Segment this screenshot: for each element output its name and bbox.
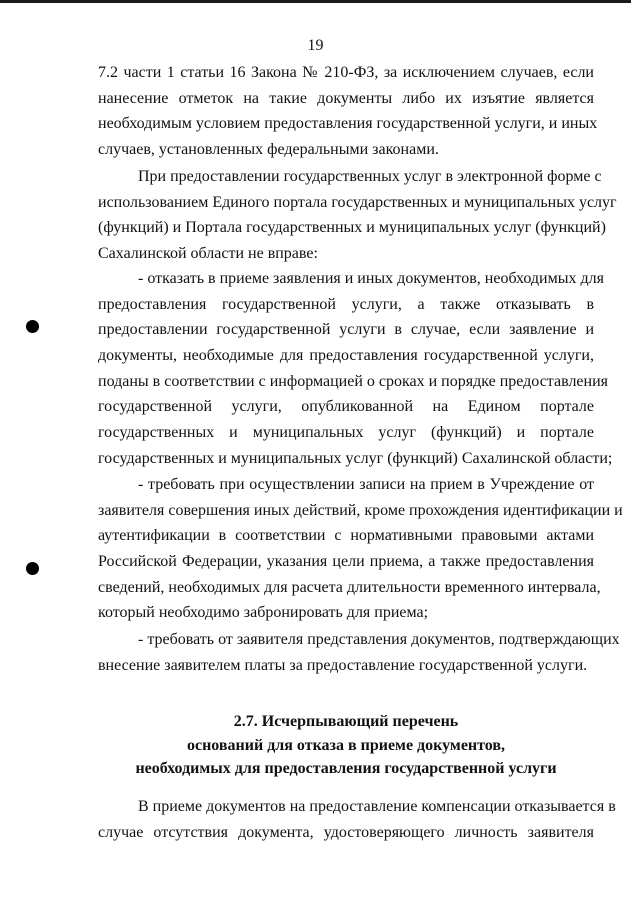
text-line: аутентификации в соответствии с нормативными правовыми актами [98,527,594,545]
text-line: предоставления государственной услуги, а также отказывать в [98,295,594,313]
paragraph [98,60,598,163]
text-line: 7.2 части 1 статьи 16 Закона № 210-ФЗ, за исключением случаев, если [98,64,594,81]
paragraph [98,164,617,267]
text-line: Сахалинской области не вправе: [98,245,318,263]
text-line: - требовать при осуществлении записи на прием в Учреждение от [138,476,594,493]
text-line: поданы в соответствии с информацией о сроках и порядке предоставления [98,372,609,390]
scan-top-edge [0,0,631,3]
list-item-paragraph [98,472,623,626]
text-line: необходимым условием предоставления государственной услуги, и иных [98,115,598,133]
text-line: В приеме документов на предоставление компенсации отказывается в [138,798,616,815]
paragraph [98,794,616,845]
text-line: При предоставлении государственных услуг в электронной форме с [138,168,602,185]
text-line: государственных и муниципальных услуг (функций) и портале [98,424,594,442]
text-line: - требовать от заявителя представления документов, подтверждающих [138,631,620,648]
text-line: нанесение отметок на такие документы либо их изъятие является [98,89,594,107]
text-line: предоставлении государственной услуги в случае, если заявление и [98,321,594,339]
text-line: использованием Единого портала государственных и муниципальных услуг [98,193,617,211]
text-line: случае отсутствия документа, удостоверяющего личность заявителя [98,823,594,841]
text-line: (функций) и Портала государственных и муниципальных услуг (функций) [98,219,606,237]
text-line: случаев, установленных федеральными законами. [98,141,439,159]
text-line: Российской Федерации, указания цели приема, а также предоставления [98,553,594,571]
text-line: государственных и муниципальных услуг (функций) Сахалинской области; [98,449,613,467]
text-line: сведений, необходимых для расчета длительности временного интервала, [98,578,601,596]
heading-line: оснований для отказа в приеме документов, [186,736,506,754]
hole-punch-mark [26,562,39,575]
list-item-paragraph [98,627,620,678]
text-line: документы, необходимые для предоставления государственной услуги, [98,347,594,365]
page-number: 19 [307,37,324,54]
text-line: государственной услуги, опубликованной на Едином портале [98,398,594,416]
list-item-paragraph [98,266,613,472]
hole-punch-mark [26,320,39,333]
text-line: - отказать в приеме заявления и иных документов, необходимых для [138,270,604,287]
text-line: заявителя совершения иных действий, кроме прохождения идентификации и [98,501,623,519]
text-line: который необходимо забронировать для приема; [98,604,429,622]
section-heading [98,710,594,781]
heading-line: 2.7. Исчерпывающий перечень [233,713,459,730]
text-line: внесение заявителем платы за предоставление государственной услуги. [98,656,588,674]
heading-line: необходимых для предоставления государственной услуги [135,760,557,777]
